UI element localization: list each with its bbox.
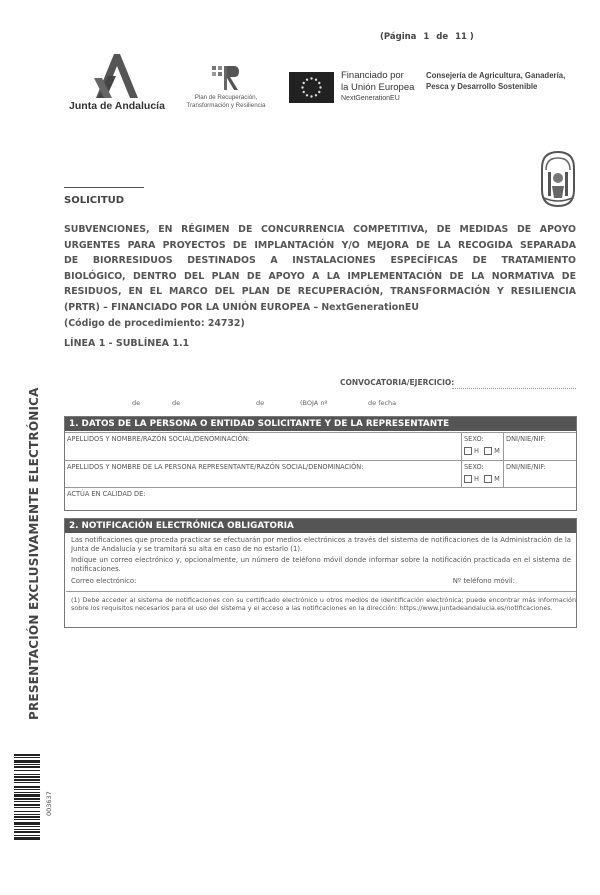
applicant-sex-field	[461, 433, 503, 460]
applicant-row	[65, 432, 576, 460]
barcode-icon	[14, 754, 40, 846]
title-line: RESIDUOS, EN EL MARCO DEL PLAN DE RECUPERACIÓN, TRANSFORMACIÓN Y RESILIENCIA	[64, 286, 576, 298]
coat-of-arms-icon	[538, 150, 578, 208]
dni-label: DNI/NIE/NIF:	[506, 463, 546, 471]
notification-footnote: (1) Debe acceder al sistema de notificaciones con su certificado electrónico u otros medios de identificación electrónica; puede encontrar más información sobre los requisitos necesarios para el uso del sistema y el acceso a las notificaciones en la dirección: https://www.juntadeandalucia.es/notificaciones.	[66, 591, 576, 612]
section-electronic-notification	[64, 518, 577, 628]
prtr-line-2: Transformación y Resiliencia	[186, 101, 266, 109]
barcode-number: 003637	[45, 791, 53, 816]
boja-de-1: de	[132, 399, 141, 407]
page-counter	[380, 32, 478, 42]
junta-logo-icon	[90, 54, 138, 98]
representative-dni-field[interactable]	[503, 461, 576, 487]
procedure-title	[64, 222, 576, 331]
representative-name-field[interactable]	[65, 461, 461, 487]
applicant-name-label: APELLIDOS Y NOMBRE/RAZÓN SOCIAL/DENOMINACIÓN:	[67, 435, 251, 443]
page-total: 11 )	[455, 32, 474, 42]
boja-fecha: de fecha	[368, 399, 397, 407]
rep-sex-m-checkbox[interactable]	[484, 475, 492, 483]
prtr-logo	[174, 64, 278, 114]
boja-label: (BOJA nº	[300, 399, 328, 407]
consejeria-line-1: Consejería de Agricultura, Ganadería,	[426, 71, 566, 80]
sex-h-label: H	[474, 475, 479, 483]
section-2-title: 2. NOTIFICACIÓN ELECTRÓNICA OBLIGATORIA	[65, 519, 576, 533]
eu-line-2: la Unión Europea	[341, 82, 415, 93]
title-line: DE BIORRESIDUOS DESTINADOS A INSTALACIONES ESPECÍFICAS DE TRATAMIENTO	[64, 255, 576, 267]
boja-de-3: de	[256, 399, 265, 407]
convocatoria-input[interactable]	[452, 388, 576, 389]
title-line: (PRTR) – FINANCIADO POR LA UNIÓN EUROPEA – NextGenerationEU	[64, 301, 419, 313]
eu-logo	[289, 70, 419, 106]
page-number: 1	[423, 32, 430, 42]
page-label: (Página	[380, 32, 417, 42]
consejeria-name	[426, 70, 586, 92]
capacity-label: ACTÚA EN CALIDAD DE:	[67, 490, 146, 498]
rep-sex-h-checkbox[interactable]	[464, 475, 472, 483]
mobile-phone-field[interactable]: Nº teléfono móvil:	[452, 577, 515, 586]
capacity-field[interactable]	[65, 488, 576, 510]
eu-line-3: NextGenerationEU	[341, 95, 400, 102]
dni-label: DNI/NIE/NIF:	[506, 435, 546, 443]
representative-row	[65, 460, 576, 487]
title-line: SUBVENCIONES, EN RÉGIMEN DE CONCURRENCIA COMPETITIVA, DE MEDIDAS DE APOYO	[64, 224, 576, 235]
representative-sex-field	[461, 461, 503, 487]
convocatoria-label: CONVOCATORIA/EJERCICIO:	[340, 378, 455, 387]
page-of: de	[436, 32, 449, 42]
section-applicant-data	[64, 416, 577, 511]
solicitud-rule	[64, 187, 144, 188]
consejeria-line-2: Pesca y Desarrollo Sostenible	[426, 82, 538, 91]
sex-h-checkbox[interactable]	[464, 447, 472, 455]
eu-line-1: Financiado por	[341, 70, 404, 81]
sex-m-label: M	[494, 475, 500, 483]
title-line: BIOLÓGICO, DENTRO DEL PLAN DE APOYO A LA IMPLEMENTACIÓN DE LA NORMATIVA DE	[64, 270, 576, 282]
prtr-logo-icon	[210, 64, 240, 92]
prtr-line-1: Plan de Recuperación,	[194, 94, 258, 101]
capacity-row	[65, 487, 576, 510]
linea-heading: LÍNEA 1 - SUBLÍNEA 1.1	[64, 338, 190, 349]
section-1-title: 1. DATOS DE LA PERSONA O ENTIDAD SOLICITANTE Y DE LA REPRESENTANTE	[65, 417, 576, 431]
boja-de-2: de	[172, 399, 181, 407]
applicant-name-field[interactable]	[65, 433, 461, 460]
sex-h-label: H	[474, 447, 479, 455]
title-line: URGENTES PARA PROYECTOS DE IMPLANTACIÓN Y/O MEJORA DE LA RECOGIDA SEPARADA	[64, 239, 576, 251]
solicitud-heading: SOLICITUD	[64, 195, 125, 206]
sex-m-label: M	[494, 447, 500, 455]
sex-m-checkbox[interactable]	[484, 447, 492, 455]
sex-label: SEXO:	[464, 435, 484, 443]
procedure-code: (Código de procedimiento: 24732)	[64, 317, 245, 329]
eu-flag-icon	[289, 72, 334, 103]
junta-logo	[62, 54, 172, 116]
notification-paragraph-2: Indique un correo electrónico y, opcionalmente, un número de teléfono móvil donde informar sobre la notificación practicada en el sistema de notificaciones.	[71, 556, 571, 573]
email-field[interactable]: Correo electrónico:	[71, 577, 137, 586]
sex-label: SEXO:	[464, 463, 484, 471]
representative-name-label: APELLIDOS Y NOMBRE DE LA PERSONA REPRESENTANTE/RAZÓN SOCIAL/DENOMINACIÓN:	[67, 463, 364, 471]
notification-paragraph-1: Las notificaciones que proceda practicar se efectuarán por medios electrónicos a través del sistema de notificaciones de la Administración de la Junta de Andalucía y se tramitará su alta en caso de no estarlo (1).	[71, 536, 571, 553]
applicant-dni-field[interactable]	[503, 433, 576, 460]
junta-logo-text: Junta de Andalucía	[69, 100, 165, 112]
prtr-logo-text	[174, 94, 278, 109]
vertical-presentation-text: PRESENTACIÓN EXCLUSIVAMENTE ELECTRÓNICA	[27, 387, 41, 720]
